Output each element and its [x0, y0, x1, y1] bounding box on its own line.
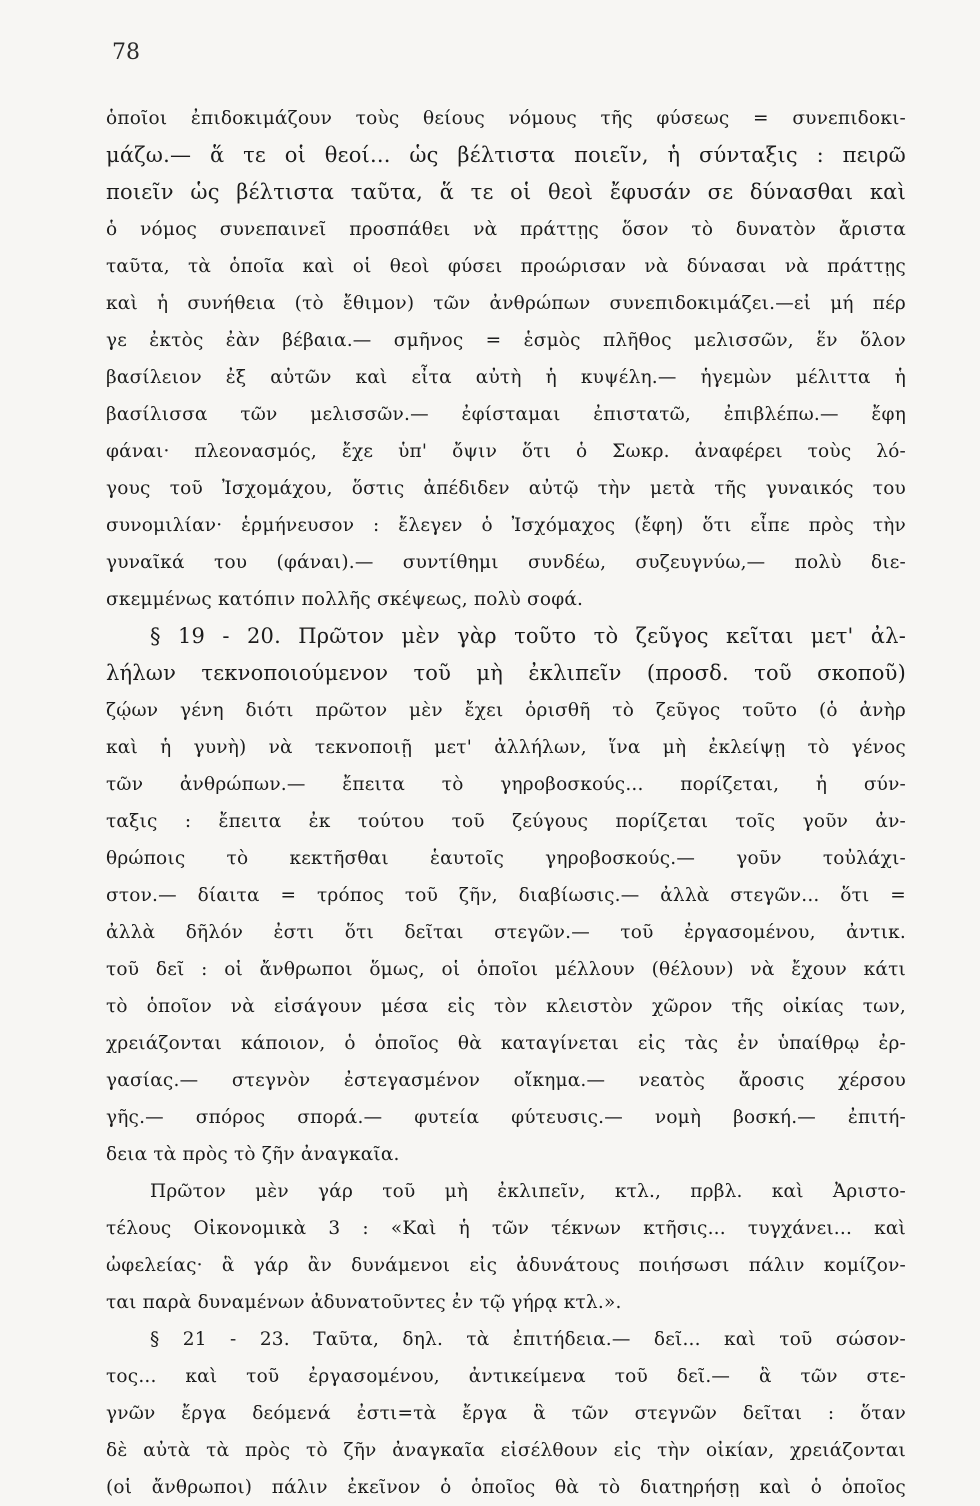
- text-line: γῆς.— σπόρος σπορά.— φυτεία φύτευσις.— νομὴ βοσκή.— ἐπιτή-: [106, 1107, 906, 1128]
- text-line: γνῶν ἔργα δεόμενά ἐστι=τὰ ἔργα ἃ τῶν στεγνῶν δεῖται : ὅταν: [106, 1403, 906, 1424]
- text-line: φάναι· πλεονασμός, ἔχε ὑπ' ὄψιν ὅτι ὁ Σωκρ. ἀναφέρει τοὺς λό-: [106, 441, 906, 462]
- text-line: βασίλειον ἐξ αὐτῶν καὶ εἶτα αὐτὴ ἡ κυψέλη.— ἡγεμὼν μέλιττα ἡ: [106, 367, 906, 388]
- text-line: ὁποῖοι ἐπιδοκιμάζουν τοὺς θείους νόμους τῆς φύσεως = συνεπιδοκι-: [106, 108, 906, 129]
- text-line: τέλους Οἰκονομικὰ 3 : «Καὶ ἡ τῶν τέκνων κτῆσις... τυγχάνει... καὶ: [106, 1218, 906, 1239]
- text-line: ποιεῖν ὡς βέλτιστα ταῦτα, ἅ τε οἱ θεοὶ ἔφυσάν σε δύνασθαι καὶ: [106, 180, 906, 204]
- page-number: 78: [112, 40, 140, 65]
- text-line: γους τοῦ Ἰσχομάχου, ὅστις ἀπέδιδεν αὐτῷ τὴν μετὰ τῆς γυναικός του: [106, 478, 906, 499]
- text-line: συνομιλίαν· ἑρμήνευσον : ἔλεγεν ὁ Ἰσχόμαχος (ἔφη) ὅτι εἶπε πρὸς τὴν: [106, 515, 906, 536]
- text-line-aristotle-quote: Πρῶτον μὲν γάρ τοῦ μὴ ἐκλιπεῖν, κτλ., πρβλ. καὶ Ἀριστο-: [150, 1181, 906, 1202]
- text-line: τοῦ δεῖ : οἱ ἄνθρωποι ὅμως, οἱ ὁποῖοι μέλλουν (θέλουν) νὰ ἔχουν κάτι: [106, 959, 906, 980]
- text-line: ζῴων γένη διότι πρῶτον μὲν ἔχει ὁρισθῆ τὸ ζεῦγος τοῦτο (ὁ ἀνὴρ: [106, 700, 906, 721]
- text-line: καὶ ἡ γυνὴ) νὰ τεκνοποιῇ μετ' ἀλλήλων, ἵνα μὴ ἐκλείψῃ τὸ γένος: [106, 737, 906, 758]
- text-line: δὲ αὐτὰ τὰ πρὸς τὸ ζῆν ἀναγκαῖα εἰσέλθουν εἰς τὴν οἰκίαν, χρειάζονται: [106, 1440, 906, 1461]
- section-heading-21-23: § 21 - 23. Ταῦτα, δηλ. τὰ ἐπιτήδεια.— δεῖ... καὶ τοῦ σώσον-: [150, 1329, 906, 1350]
- text-line: γυναῖκά του (φάναι).— συντίθημι συνδέω, συζευγνύω,— πολὺ διε-: [106, 552, 906, 573]
- text-line: σκεμμένως κατόπιν πολλῆς σκέψεως, πολὺ σοφά.: [106, 589, 584, 610]
- text-line: καὶ ἡ συνήθεια (τὸ ἔθιμον) τῶν ἀνθρώπων συνεπιδοκιμάζει.—εἰ μή πέρ: [106, 293, 906, 314]
- text-line: θρώποις τὸ κεκτῆσθαι ἑαυτοῖς γηροβοσκούς.— γοῦν τοὐλάχι-: [106, 848, 906, 869]
- text-line: ὠφελείας· ἃ γάρ ἂν δυνάμενοι εἰς ἀδυνάτους ποιήσωσι πάλιν κομίζον-: [106, 1255, 906, 1276]
- text-line: τὸ ὁποῖον νὰ εἰσάγουν μέσα εἰς τὸν κλειστὸν χῶρον τῆς οἰκίας των,: [106, 996, 906, 1017]
- section-heading-19-20: § 19 - 20. Πρῶτον μὲν γὰρ τοῦτο τὸ ζεῦγος κεῖται μετ' ἀλ-: [150, 624, 906, 648]
- text-line: ὁ νόμος συνεπαινεῖ προσπάθει νὰ πράττῃς ὅσον τὸ δυνατὸν ἄριστα: [106, 219, 906, 240]
- text-line: ἀλλὰ δῆλόν ἐστι ὅτι δεῖται στεγῶν.— τοῦ ἐργασομένου, ἀντικ.: [106, 922, 906, 943]
- text-line: στον.— δίαιτα = τρόπος τοῦ ζῆν, διαβίωσις.— ἀλλὰ στεγῶν... ὅτι =: [106, 885, 906, 906]
- text-line: ταῦτα, τὰ ὁποῖα καὶ οἱ θεοὶ φύσει προώρισαν νὰ δύνασαι νὰ πράττῃς: [106, 256, 906, 277]
- text-line: χρειάζονται κάποιον, ὁ ὁποῖος θὰ καταγίνεται εἰς τὰς ἐν ὑπαίθρῳ ἐρ-: [106, 1033, 906, 1054]
- commentary-text: [106, 100, 906, 1506]
- text-line: δεια τὰ πρὸς τὸ ζῆν ἀναγκαῖα.: [106, 1144, 400, 1165]
- text-line: τος... καὶ τοῦ ἐργασομένου, ἀντικείμενα τοῦ δεῖ.— ἃ τῶν στε-: [106, 1366, 906, 1387]
- text-line: γασίας.— στεγνὸν ἐστεγασμένον οἴκημα.— νεατὸς ἄροσις χέρσου: [106, 1070, 906, 1091]
- text-line: ταξις : ἔπειτα ἐκ τούτου τοῦ ζεύγους πορίζεται τοῖς γοῦν ἀν-: [106, 811, 906, 832]
- text-line: μάζω.— ἅ τε οἱ θεοί... ὡς βέλτιστα ποιεῖν, ἡ σύνταξις : πειρῶ: [106, 143, 906, 167]
- text-line: (οἱ ἄνθρωποι) πάλιν ἐκεῖνον ὁ ὁποῖος θὰ τὸ διατηρήσῃ καὶ ὁ ὁποῖος: [106, 1477, 906, 1498]
- text-line: βασίλισσα τῶν μελισσῶν.— ἐφίσταμαι ἐπιστατῶ, ἐπιβλέπω.— ἔφη: [106, 404, 906, 425]
- text-line: γε ἐκτὸς ἐὰν βέβαια.— σμῆνος = ἑσμὸς πλῆθος μελισσῶν, ἕν ὅλον: [106, 330, 906, 351]
- text-line: τῶν ἀνθρώπων.— ἔπειτα τὸ γηροβοσκούς... πορίζεται, ἡ σύν-: [106, 774, 906, 795]
- text-line: λήλων τεκνοποιούμενον τοῦ μὴ ἐκλιπεῖν (προσδ. τοῦ σκοποῦ): [106, 661, 906, 685]
- text-line: ται παρὰ δυναμένων ἀδυνατοῦντες ἐν τῷ γήρᾳ κτλ.».: [106, 1292, 622, 1313]
